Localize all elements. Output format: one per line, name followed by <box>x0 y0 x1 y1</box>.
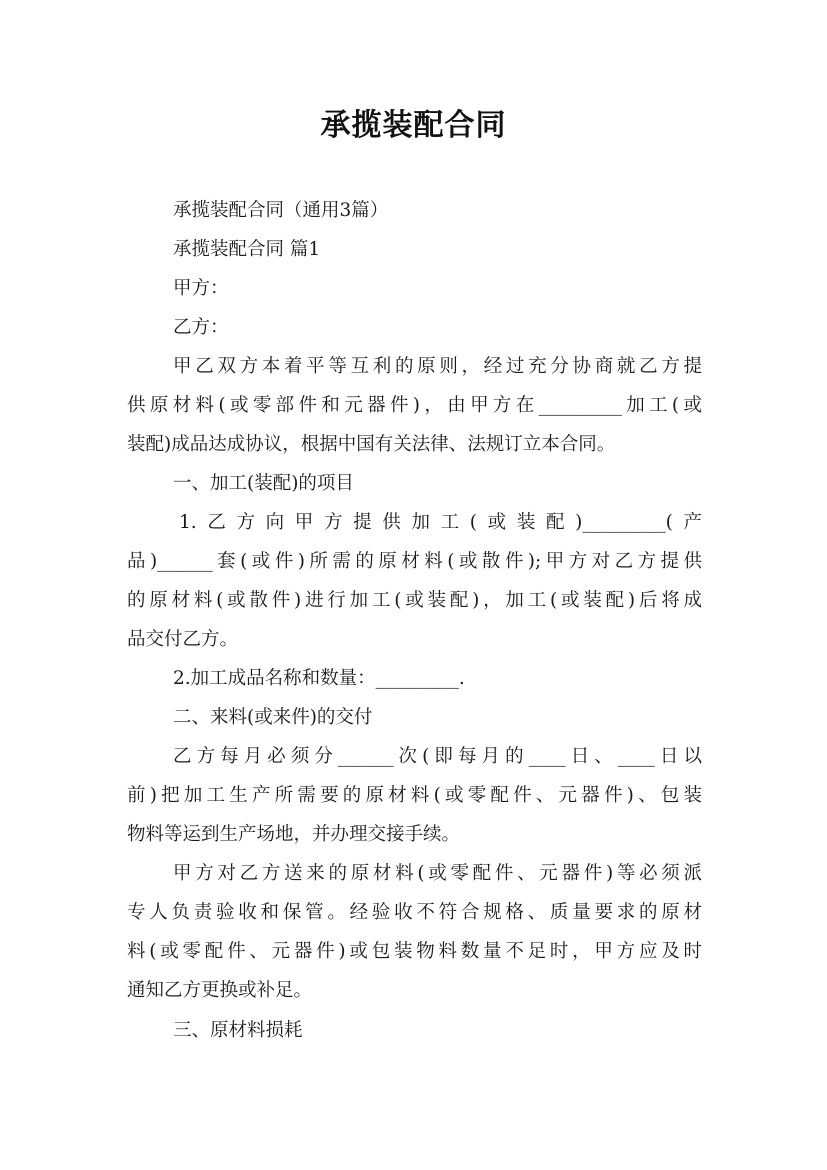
paragraph-line: 品)______套(或件)所需的原材料(或散件);甲方对乙方提供 <box>127 551 702 572</box>
paragraph-line: 甲方对乙方送来的原材料(或零配件、元器件)等必须派 <box>173 863 702 884</box>
paragraph-line: 乙方每月必须分______次(即每月的____日、____日以 <box>173 746 702 767</box>
party-a-line: 甲方： <box>173 278 229 299</box>
clause-heading: 三、原材料损耗 <box>173 1020 303 1041</box>
paragraph-line: 的原材料(或散件)进行加工(或装配)，加工(或装配)后将成 <box>127 590 702 611</box>
paragraph-line: 装配)成品达成协议，根据中国有关法律、法规订立本合同。 <box>127 434 616 455</box>
page-title: 承揽装配合同 <box>320 108 507 143</box>
subtitle-line: 承揽装配合同（通用3篇） <box>173 200 389 221</box>
paragraph-line: 前)把加工生产所需要的原材料(或零配件、元器件)、包装 <box>127 785 702 806</box>
party-b-line: 乙方： <box>173 317 229 338</box>
paragraph-line: 料(或零配件、元器件)或包装物料数量不足时，甲方应及时 <box>127 941 702 962</box>
paragraph-line: 甲乙双方本着平等互利的原则，经过充分协商就乙方提 <box>173 356 702 377</box>
paragraph-line: 品交付乙方。 <box>127 629 239 650</box>
paragraph-line: 1.乙方向甲方提供加工(或装配)_________(产 <box>179 512 702 533</box>
section-heading: 承揽装配合同 篇1 <box>173 239 321 260</box>
clause-heading: 一、加工(装配)的项目 <box>173 473 354 494</box>
paragraph-line: 2.加工成品名称和数量：_________. <box>173 668 465 689</box>
paragraph-line: 专人负责验收和保管。经验收不符合规格、质量要求的原材 <box>127 902 702 923</box>
clause-heading: 二、来料(或来件)的交付 <box>173 707 373 728</box>
paragraph-line: 通知乙方更换或补足。 <box>127 980 313 1001</box>
paragraph-line: 物料等运到生产场地，并办理交接手续。 <box>127 824 461 845</box>
paragraph-line: 供原材料(或零部件和元器件)，由甲方在_________加工(或 <box>127 395 702 416</box>
